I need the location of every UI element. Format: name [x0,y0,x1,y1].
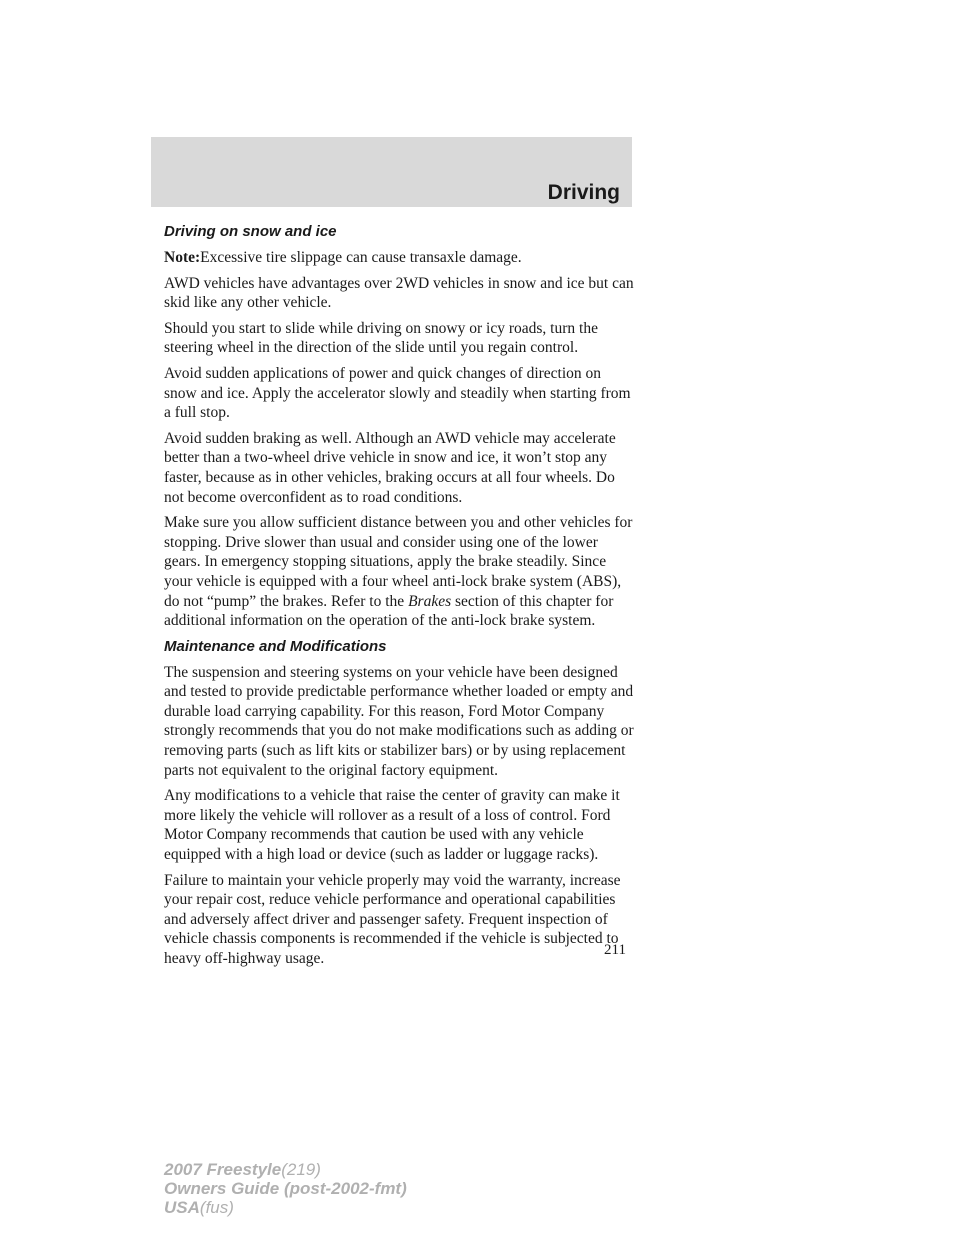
brakes-reference: Brakes [408,592,452,610]
footer-region: USA [164,1198,200,1217]
paragraph-slide: Should you start to slide while driving on snowy or icy roads, turn the steering wheel in the direction of the slide until you regain control. [164,319,598,357]
page-content [164,222,634,975]
section-title: Driving [547,181,620,204]
paragraph-suspension: The suspension and steering systems on your vehicle have been designed and tested to provide predictable performance whether loaded or empty and durable load carrying capability. For this reason, Ford Motor Company strongly recommends that you do not make modifications such as adding or removing parts (such as lift kits or stabilizer bars) or by using replacement parts not equivalent to the original factory equipment. [164,663,634,779]
footer-guide: Owners Guide (post-2002-fmt) [164,1179,407,1198]
section-header-band [151,137,632,207]
stopping-text-b: section of this chapter for additional information on the operation of the anti-lock brake system. [164,592,614,630]
footer-page-code: (219) [281,1160,321,1179]
note-paragraph [164,248,634,268]
snow-ice-heading: Driving on snow and ice [164,223,337,240]
document-footer [164,1160,407,1217]
paragraph-sudden-power: Avoid sudden applications of power and quick changes of direction on snow and ice. Apply the accelerator slowly and steadily when starting from a full stop. [164,364,631,422]
stopping-text-a: Make sure you allow sufficient distance between you and other vehicles for stopping. Drive slower than usual and consider using one of the lower gears. In emergency stopping situations, apply the brake steadily. Since your vehicle is equipped with a four wheel anti-lock brake system (ABS), do not “pump” the brakes. Refer to the [164,514,633,610]
footer-model: 2007 Freestyle [164,1160,282,1179]
paragraph-stopping-distance [164,513,634,631]
paragraph-maintenance: Failure to maintain your vehicle properly may void the warranty, increase your repair cost, reduce vehicle performance and operational capabilities and adversely affect driver and passenger safety. Frequent inspection of vehicle chassis components is recommended if the vehicle is subjected to heavy off-highway usage. [164,871,621,967]
note-label: Note: [164,249,201,266]
paragraph-awd-advantages: AWD vehicles have advantages over 2WD vehicles in snow and ice but can skid like any other vehicle. [164,274,634,312]
maintenance-heading: Maintenance and Modifications [164,637,387,655]
note-text: Excessive tire slippage can cause transaxle damage. [200,249,522,266]
paragraph-modifications: Any modifications to a vehicle that raise the center of gravity can make it more likely the vehicle will rollover as a result of a loss of control. Ford Motor Company recommends that caution be used with any vehicle equipped with a high load or device (such as ladder or luggage racks). [164,787,620,864]
page-number: 211 [604,942,626,958]
footer-region-code: (fus) [199,1198,234,1217]
paragraph-sudden-braking: Avoid sudden braking as well. Although an AWD vehicle may accelerate better than a two-wheel drive vehicle in snow and ice, it won’t stop any faster, because as in other vehicles, braking occurs at all four wheels. Do not become overconfident as to road conditions. [164,429,616,506]
